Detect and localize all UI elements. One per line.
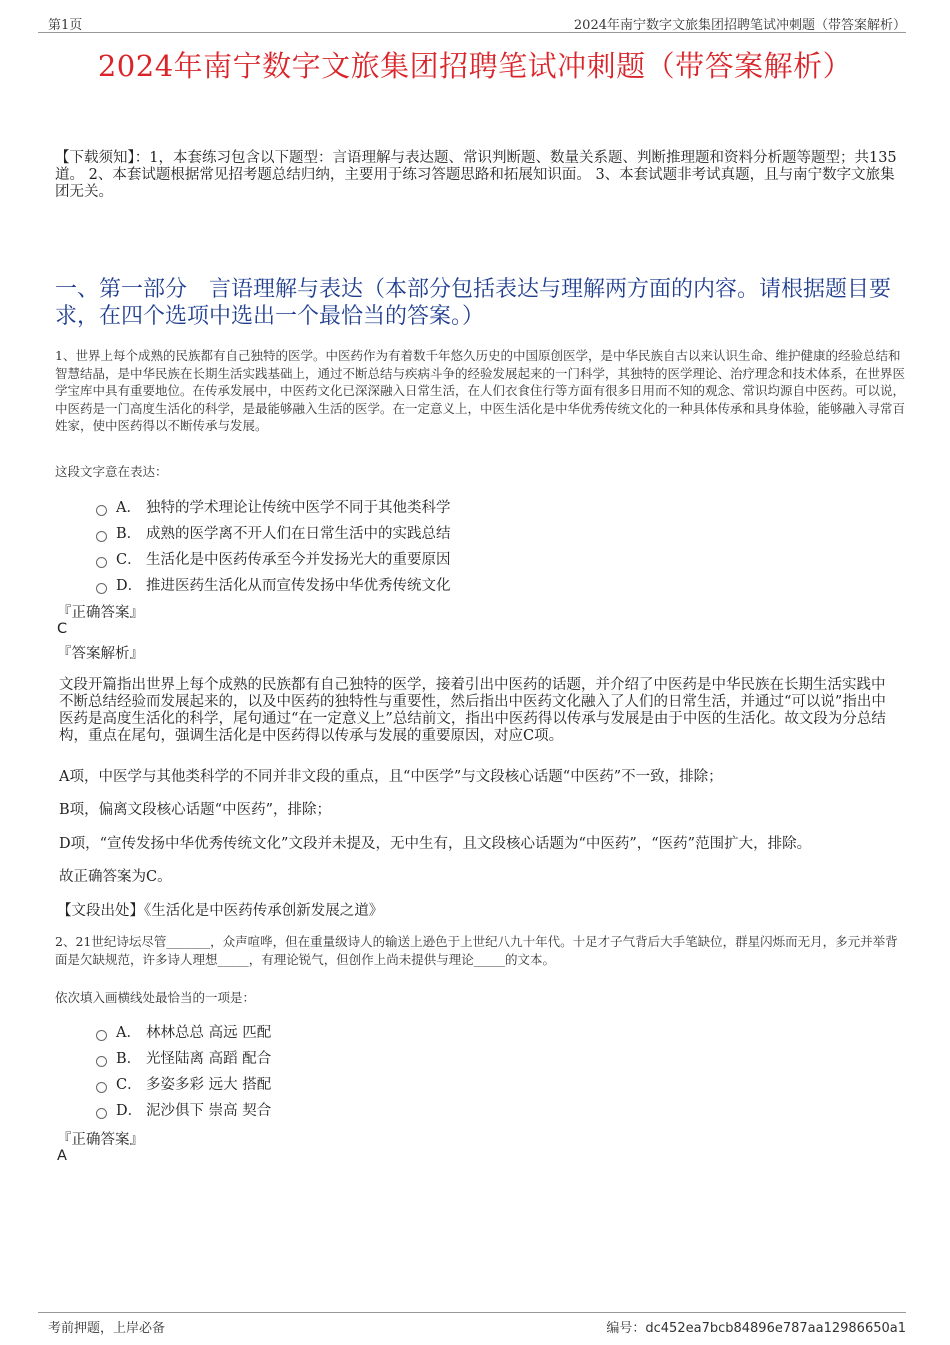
q1-analysis-d: D项，“宣传发扬中华优秀传统文化”文段并未提及，无中生有，且文段核心话题为“中医药”，“医药”范围扩大，排除。	[59, 836, 812, 852]
q1-option-c[interactable]: C． 生活化是中医药传承至今并发扬光大的重要原因	[96, 548, 451, 570]
question-1-prompt: 这段文字意在表达：	[55, 464, 168, 479]
q2-option-a[interactable]: A． 林林总总 高远 匹配	[96, 1021, 271, 1043]
q1-conclusion: 故正确答案为C。	[59, 869, 172, 885]
q2-option-d[interactable]: D． 泥沙俱下 崇高 契合	[96, 1099, 271, 1121]
q1-analysis-a: A项，中医学与其他类科学的不同并非文段的重点，且“中医学”与文段核心话题“中医药”不一致，排除；	[59, 769, 723, 785]
page-header	[38, 12, 906, 33]
q1-analysis-b: B项，偏离文段核心话题“中医药”，排除；	[59, 802, 331, 818]
footer-code: 编号：dc452ea7bcb84896e787aa12986650a1	[606, 1321, 906, 1336]
radio-icon[interactable]	[96, 531, 107, 542]
question-2-prompt: 依次填入画横线处最恰当的一项是：	[55, 990, 256, 1005]
radio-icon[interactable]	[96, 1108, 107, 1119]
q1-answer-label: 『正确答案』	[57, 605, 144, 621]
radio-icon[interactable]	[96, 1030, 107, 1041]
q1-analysis-label: 『答案解析』	[57, 646, 144, 662]
radio-icon[interactable]	[96, 1056, 107, 1067]
question-2-text: 2、21世纪诗坛尽管_______，众声喧哗，但在重量级诗人的输送上逊色于上世纪八九十年代。十足才子气背后大手笔缺位，群星闪烁而无月，多元并举背面是欠缺规范，许多诗人理想_____，有理论锐气，但创作上尚未提供与理论_____的文本。	[55, 934, 898, 967]
question-1-text: 1、世界上每个成熟的民族都有自己独特的医学。中医药作为有着数千年悠久历史的中国原创医学，是中华民族自古以来认识生命、维护健康的经验总结和智慧结晶，是中华民族在长期生活实践基础上，通过不断总结与疾病斗争的经验发展起来的一门科学，其独特的医学理论、治疗理念和技术体系，在世界医学宝库中具有重要地位。在传承发展中，中医药文化已深深融入日常生活，在人们衣食住行等方面有很多日用而不知的观念、常识均源自中医药。可以说，中医药是一门高度生活化的科学，是最能够融入生活的医学。在一定意义上，中医生活化是中华优秀传统文化的一种具体传承和具身体验，能够融入寻常百姓家，使中医药得以不断传承与发展。	[55, 348, 906, 433]
q1-option-d[interactable]: D． 推进医药生活化从而宣传发扬中华优秀传统文化	[96, 574, 451, 596]
page-number: 第1页	[48, 18, 83, 33]
q1-source: 【文段出处】《生活化是中医药传承创新发展之道》	[57, 903, 384, 919]
q1-option-b[interactable]: B． 成熟的医学离不开人们在日常生活中的实践总结	[96, 522, 451, 544]
download-notice: 【下载须知】：1，本套练习包含以下题型：言语理解与表达题、常识判断题、数量关系题、判断推理题和资料分析题等题型；共135道。 2、本套试题根据常见招考题总结归纳，主要用于练习答题思路和拓展知识面。 3、本套试题非考试真题，且与南宁数字文旅集团无关。	[55, 150, 897, 200]
header-doc-title: 2024年南宁数字文旅集团招聘笔试冲刺题（带答案解析）	[573, 18, 906, 33]
page-footer	[38, 1312, 906, 1336]
radio-icon[interactable]	[96, 1082, 107, 1093]
q1-answer: C	[57, 621, 68, 637]
q2-option-c[interactable]: C． 多姿多彩 远大 搭配	[96, 1073, 271, 1095]
q2-answer: A	[57, 1148, 67, 1164]
radio-icon[interactable]	[96, 583, 107, 594]
section-heading: 一、第一部分 言语理解与表达（本部分包括表达与理解两方面的内容。请根据题目要求，在四个选项中选出一个最恰当的答案。）	[55, 277, 892, 329]
radio-icon[interactable]	[96, 557, 107, 568]
q2-option-b[interactable]: B． 光怪陆离 高蹈 配合	[96, 1047, 271, 1069]
document-title: 2024年南宁数字文旅集团招聘笔试冲刺题（带答案解析）	[97, 49, 853, 83]
footer-slogan: 考前押题，上岸必备	[48, 1321, 166, 1336]
q1-analysis: 文段开篇指出世界上每个成熟的民族都有自己独特的医学，接着引出中医药的话题，并介绍了中医药是中华民族在长期生活实践中不断总结经验而发展起来的，以及中医药的独特性与重要性，然后指出中医药文化融入了人们的日常生活，并通过“可以说”指出中医药是高度生活化的科学，尾句通过“在一定意义上”总结前文，指出中医药得以传承与发展是由于中医的生活化。故文段为分总结构，重点在尾句，强调生活化是中医药得以传承与发展的重要原因，对应C项。	[59, 677, 886, 744]
q1-option-a[interactable]: A． 独特的学术理论让传统中医学不同于其他类科学	[96, 496, 451, 518]
q2-answer-label: 『正确答案』	[57, 1132, 144, 1148]
radio-icon[interactable]	[96, 505, 107, 516]
